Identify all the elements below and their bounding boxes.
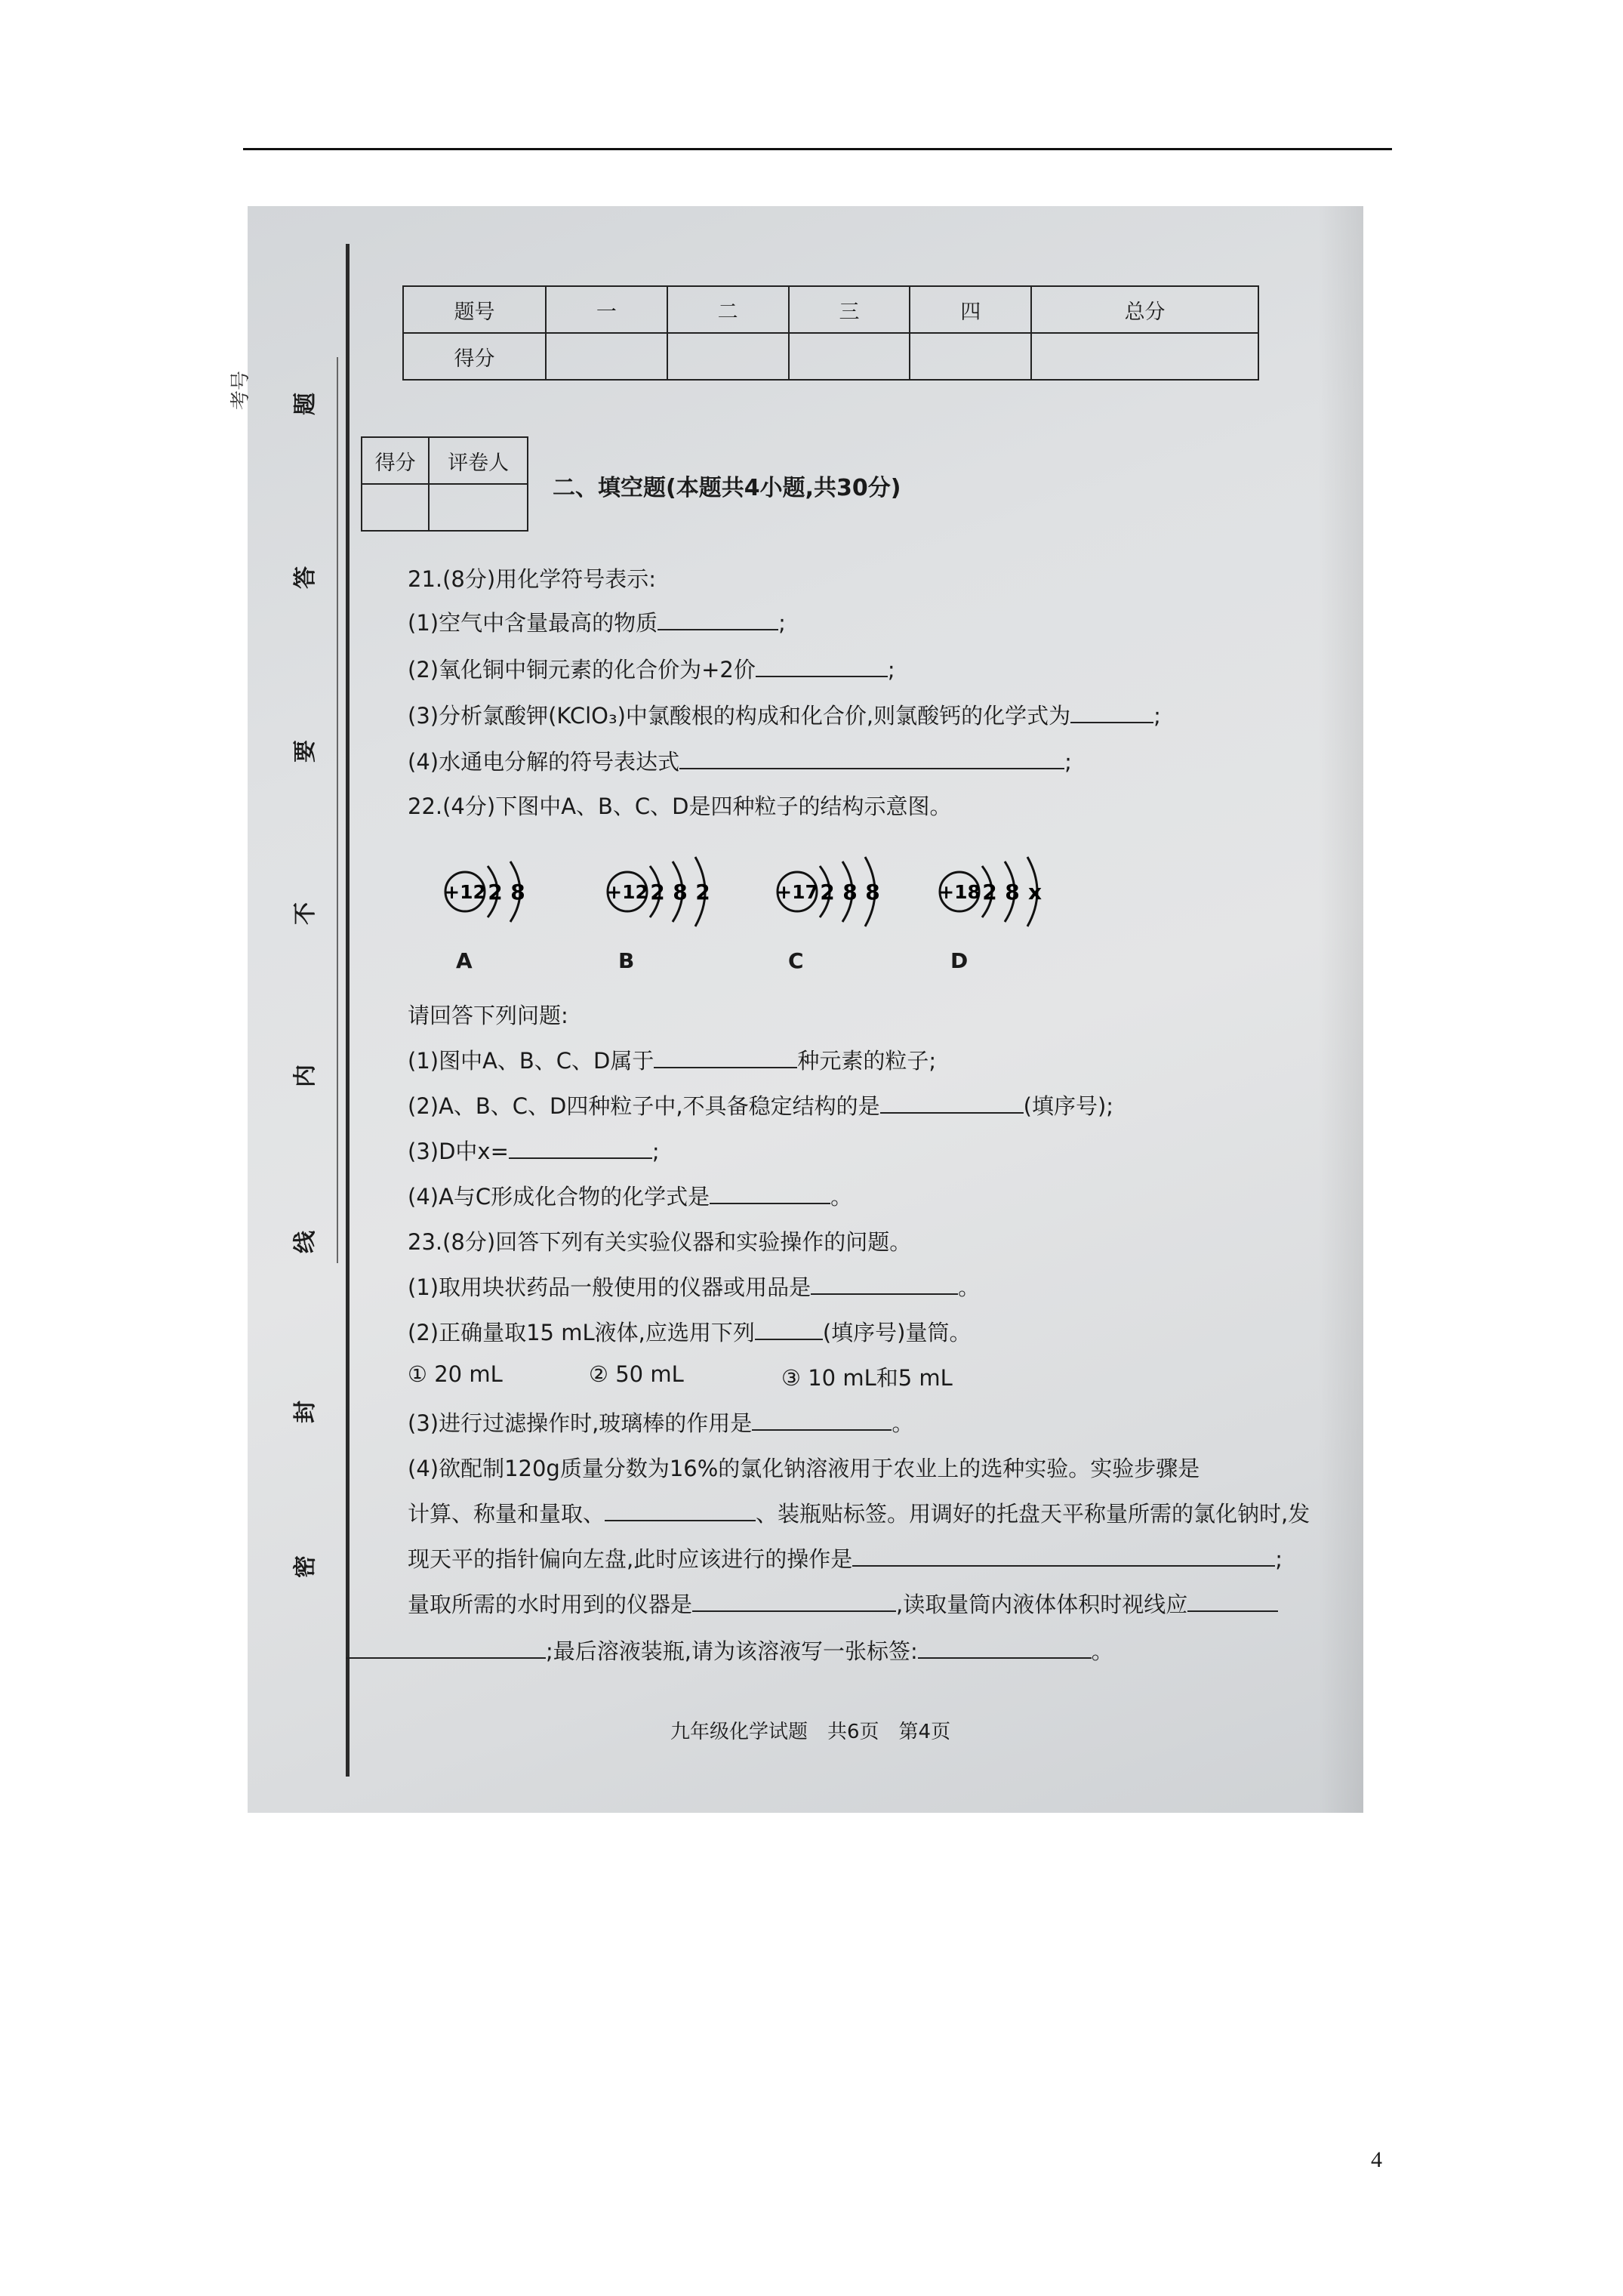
- score-cell[interactable]: [1031, 333, 1258, 380]
- q22-item-4: [408, 1180, 852, 1211]
- answer-blank[interactable]: [852, 1546, 1275, 1567]
- q22-item-1-text: (1)图中A、B、C、D属于: [408, 1048, 654, 1074]
- answer-blank[interactable]: [756, 656, 888, 677]
- q23-item-3-text: (3)进行过滤操作时,玻璃棒的作用是: [408, 1410, 753, 1436]
- score-col-total: 总分: [1031, 286, 1258, 333]
- score-cell[interactable]: [546, 333, 667, 380]
- electron-count: 2: [695, 880, 710, 905]
- electron-count: x: [1027, 880, 1042, 905]
- grader-score-label: 得分: [362, 437, 429, 484]
- particle-structure-svg: [768, 839, 919, 945]
- q21-item-2: [408, 653, 895, 684]
- answer-blank[interactable]: [692, 1591, 896, 1612]
- answer-blank[interactable]: [918, 1638, 1092, 1659]
- grader-name-cell[interactable]: [429, 484, 528, 531]
- q21-item-4-end: ;: [1064, 749, 1072, 775]
- q21-item-4-text: (4)水通电分解的符号表达式: [408, 749, 680, 775]
- binding-char-6: 线: [292, 1231, 319, 1253]
- q21-item-3: [408, 699, 1161, 730]
- answer-blank[interactable]: [811, 1274, 958, 1295]
- nucleus-charge: +12: [444, 881, 486, 903]
- binding-char-2: 答: [292, 566, 319, 589]
- binding-char-4: 不: [292, 902, 319, 925]
- q22-item-3-text: (3)D中x=: [408, 1139, 509, 1164]
- nucleus-charge: +12: [606, 881, 648, 903]
- particle-diagram-a: [436, 839, 587, 945]
- q22-item-1: [408, 1044, 936, 1075]
- q22-item-3-end: ;: [651, 1139, 660, 1164]
- answer-blank[interactable]: [710, 1183, 830, 1204]
- answer-blank[interactable]: [509, 1138, 652, 1159]
- score-table-header-label: 题号: [403, 286, 546, 333]
- electron-count: 8: [865, 880, 880, 905]
- q22-item-4-text: (4)A与C形成化合物的化学式是: [408, 1184, 710, 1210]
- binding-char-8: 密: [292, 1555, 319, 1578]
- paper-shadow: [1318, 206, 1363, 1813]
- q21-stem: 21.(8分)用化学符号表示:: [408, 566, 656, 592]
- score-cell[interactable]: [667, 333, 789, 380]
- q23-item-1: [408, 1271, 980, 1302]
- q22-item-2-end: (填序号);: [1023, 1093, 1114, 1119]
- score-cell[interactable]: [789, 333, 910, 380]
- q22-item-2: [408, 1089, 1113, 1120]
- electron-count: 8: [673, 880, 688, 905]
- q23-item-2-end: (填序号)量筒。: [822, 1320, 972, 1345]
- q23-item-4-line-2-start: 计算、称量和量取、: [408, 1501, 605, 1527]
- q23-item-4-line-5: [346, 1635, 1113, 1666]
- particle-diagram-d: [931, 839, 1082, 945]
- answer-blank[interactable]: [658, 609, 778, 630]
- q22-item-4-end: 。: [830, 1184, 853, 1210]
- answer-blank[interactable]: [654, 1047, 797, 1068]
- q23-item-4-line-4-start: 量取所需的水时用到的仪器是: [408, 1592, 693, 1617]
- score-table-header-row: [403, 286, 1258, 333]
- q23-item-4-line-3-start: 现天平的指针偏向左盘,此时应该进行的操作是: [408, 1546, 853, 1572]
- particle-diagram-b: [599, 839, 750, 945]
- q21-item-2-end: ;: [887, 657, 895, 683]
- q23-item-4-line-2-end: 、装瓶贴标签。用调好的托盘天平称量所需的氯化钠时,发: [756, 1501, 1310, 1527]
- binding-char-5: 内: [292, 1065, 319, 1087]
- q21-item-1-text: (1)空气中含量最高的物质: [408, 610, 658, 636]
- particle-label: A: [456, 948, 473, 973]
- score-table-score-row: [403, 333, 1258, 380]
- answer-blank[interactable]: [679, 748, 1064, 769]
- electron-count: 2: [820, 880, 835, 905]
- score-col-3: 三: [789, 286, 910, 333]
- answer-blank[interactable]: [1070, 702, 1153, 723]
- electron-count: 2: [982, 880, 997, 905]
- answer-blank[interactable]: [605, 1500, 756, 1521]
- grader-name-label: 评卷人: [429, 437, 528, 484]
- score-table: [402, 285, 1259, 381]
- q23-item-4-line-5-mid: ;最后溶液装瓶,请为该溶液写一张标签:: [546, 1638, 918, 1664]
- electron-count: 8: [510, 880, 525, 905]
- exam-number-field: 考号: [229, 370, 252, 410]
- score-col-2: 二: [667, 286, 789, 333]
- q21-item-1: [408, 606, 786, 637]
- q21-item-3-end: ;: [1153, 703, 1161, 729]
- q23-item-4-line-3-end: ;: [1275, 1546, 1283, 1572]
- q22-item-2-text: (2)A、B、C、D四种粒子中,不具备稳定结构的是: [408, 1093, 880, 1119]
- score-col-4: 四: [910, 286, 1031, 333]
- q21-item-4: [408, 745, 1072, 776]
- answer-blank[interactable]: [1187, 1591, 1278, 1612]
- binding-line: [346, 244, 350, 1777]
- q23-item-2: [408, 1316, 971, 1347]
- page-footer: 九年级化学试题 共6页 第4页: [670, 1721, 951, 1743]
- q23-item-1-text: (1)取用块状药品一般使用的仪器或用品是: [408, 1274, 812, 1300]
- binding-char-7: 封: [292, 1401, 319, 1423]
- q23-item-1-end: 。: [958, 1274, 981, 1300]
- header-rule: [243, 148, 1392, 150]
- q23-item-4-line-2: [408, 1497, 1310, 1528]
- answer-blank[interactable]: [880, 1093, 1024, 1114]
- binding-char-1: 题: [292, 393, 319, 415]
- score-table-score-label: 得分: [403, 333, 546, 380]
- page-number: 4: [1371, 2147, 1382, 2172]
- q22-prompt: 请回答下列问题:: [408, 1003, 568, 1028]
- electron-count: 2: [650, 880, 665, 905]
- q23-item-4-line-4: [408, 1588, 1278, 1619]
- particle-structure-svg: [436, 839, 587, 945]
- q21-item-2-text: (2)氧化铜中铜元素的化合价为+2价: [408, 657, 756, 683]
- answer-blank[interactable]: [752, 1410, 892, 1431]
- grader-table: [361, 436, 528, 532]
- particle-label: D: [950, 948, 969, 973]
- particle-structure-svg: [599, 839, 750, 945]
- q22-item-1-end: 种元素的粒子;: [797, 1048, 937, 1074]
- answer-blank[interactable]: [346, 1638, 546, 1659]
- q22-stem: 22.(4分)下图中A、B、C、D是四种粒子的结构示意图。: [408, 794, 952, 819]
- particle-label: B: [618, 948, 635, 973]
- q23-item-4-line-1: (4)欲配制120g质量分数为16%的氯化钠溶液用于农业上的选种实验。实验步骤是: [408, 1456, 1200, 1481]
- q23-item-2-text: (2)正确量取15 mL液体,应选用下列: [408, 1320, 755, 1345]
- q21-item-1-end: ;: [778, 610, 786, 636]
- electron-count: 8: [842, 880, 858, 905]
- score-cell[interactable]: [910, 333, 1031, 380]
- score-col-1: 一: [546, 286, 667, 333]
- particle-label: C: [788, 948, 804, 973]
- nucleus-charge: +18: [938, 881, 981, 903]
- binding-char-3: 要: [292, 740, 319, 763]
- scanned-exam-page: [229, 206, 1363, 1813]
- section-title: 二、填空题(本题共4小题,共30分): [553, 475, 901, 501]
- q23-option-1: ① 20 mL: [408, 1361, 503, 1387]
- grader-score-cell[interactable]: [362, 484, 429, 531]
- particle-diagram-c: [768, 839, 919, 945]
- binding-line-inner: [337, 357, 338, 1263]
- q22-item-3: [408, 1135, 660, 1166]
- q21-item-3-text: (3)分析氯酸钾(KClO₃)中氯酸根的构成和化合价,则氯酸钙的化学式为: [408, 703, 1071, 729]
- electron-count: 8: [1005, 880, 1020, 905]
- q23-stem: 23.(8分)回答下列有关实验仪器和实验操作的问题。: [408, 1229, 912, 1255]
- q23-option-2: ② 50 mL: [589, 1361, 684, 1387]
- electron-count: 2: [488, 880, 503, 905]
- q23-option-3: ③ 10 mL和5 mL: [781, 1365, 953, 1391]
- q23-item-3: [408, 1407, 913, 1438]
- q23-item-4-line-5-end: 。: [1091, 1638, 1113, 1664]
- q23-item-4-line-4-mid: ,读取量筒内液体体积时视线应: [896, 1592, 1188, 1617]
- particle-structure-svg: [931, 839, 1082, 945]
- q23-item-4-line-3: [408, 1542, 1283, 1573]
- nucleus-charge: +17: [776, 881, 818, 903]
- q23-item-3-end: 。: [892, 1410, 914, 1436]
- answer-blank[interactable]: [755, 1319, 823, 1340]
